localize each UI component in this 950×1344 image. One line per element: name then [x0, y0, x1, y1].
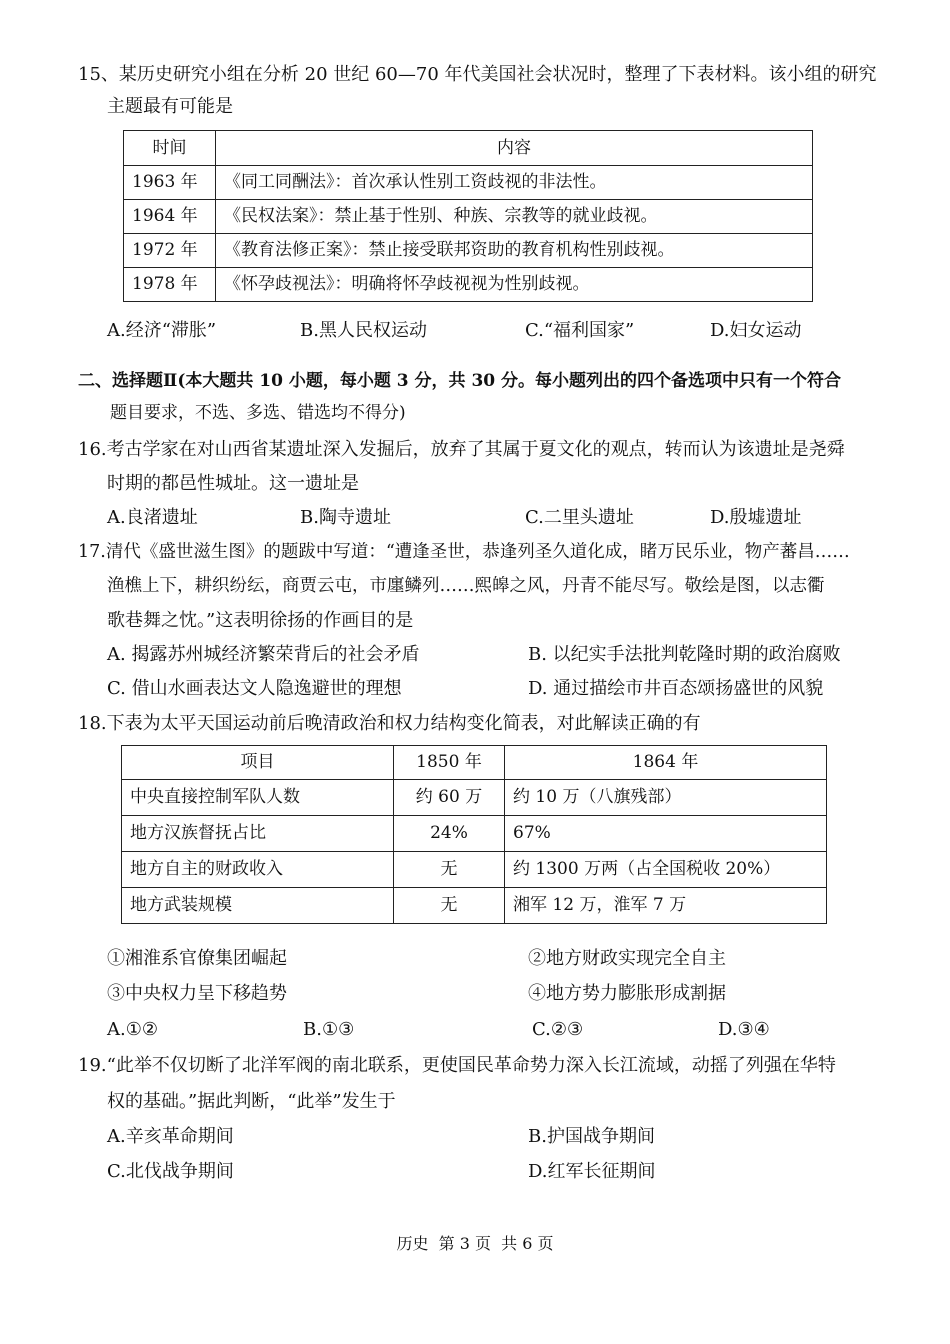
q18-option-a: A.①②	[107, 1019, 158, 1040]
table-row	[124, 268, 813, 302]
q16-option-d: D.殷墟遗址	[710, 507, 802, 528]
table-cell: 无	[394, 888, 505, 924]
table-cell: 无	[394, 852, 505, 888]
table-cell: 地方自主的财政收入	[122, 852, 394, 888]
q19-option-d: D.红军长征期间	[528, 1161, 656, 1182]
q17-option-b: B. 以纪实手法批判乾隆时期的政治腐败	[528, 644, 841, 665]
q18-statement-1: ①湘淮系官僚集团崛起	[107, 948, 287, 969]
table-header-cell: 内容	[216, 131, 813, 166]
q19-stem-line2: 权的基础。”据此判断，“此举”发生于	[107, 1091, 396, 1112]
table-row	[122, 780, 827, 816]
q15-stem-line2: 主题最有可能是	[107, 96, 233, 117]
section2-heading-line2: 题目要求，不选、多选、错选均不得分)	[110, 403, 406, 423]
table-cell: 地方武装规模	[122, 888, 394, 924]
table-cell: 湘军 12 万，淮军 7 万	[505, 888, 827, 924]
q17-stem-line2: 渔樵上下，耕织纷纭，商贾云屯，市廛鳞列……熙皞之风，丹青不能尽写。敬绘是图，以志衢	[107, 576, 825, 596]
q18-option-c: C.②③	[532, 1019, 584, 1040]
table-cell: 24%	[394, 816, 505, 852]
q16-option-c: C.二里头遗址	[525, 507, 634, 528]
q17-option-d: D. 通过描绘市井百态颂扬盛世的风貌	[528, 678, 824, 699]
q19-option-a: A.辛亥革命期间	[107, 1126, 234, 1147]
q15-table	[123, 130, 813, 302]
table-cell: 地方汉族督抚占比	[122, 816, 394, 852]
q18-option-d: D.③④	[718, 1019, 770, 1040]
table-cell: 约 1300 万两（占全国税收 20%）	[505, 852, 827, 888]
q16-option-a: A.良渚遗址	[107, 507, 198, 528]
q19-option-b: B.护国战争期间	[528, 1126, 655, 1147]
q19-stem-line1: 19.“此举不仅切断了北洋军阀的南北联系，更使国民革命势力深入长江流域，动摇了列强在华特	[78, 1055, 836, 1076]
table-header-row	[122, 746, 827, 780]
table-row	[124, 200, 813, 234]
table-row	[122, 852, 827, 888]
q15-option-a: A.经济“滞胀”	[107, 320, 217, 341]
table-cell: 约 60 万	[394, 780, 505, 816]
q15-option-d: D.妇女运动	[710, 320, 802, 341]
table-cell: 1964 年	[124, 200, 216, 234]
table-row	[122, 888, 827, 924]
table-header-cell: 1864 年	[505, 746, 827, 780]
table-row	[122, 816, 827, 852]
q16-stem-line1: 16.考古学家在对山西省某遗址深入发掘后，放弃了其属于夏文化的观点，转而认为该遗址是尧舜	[78, 439, 845, 460]
q17-option-a: A. 揭露苏州城经济繁荣背后的社会矛盾	[107, 644, 420, 665]
table-cell: 《怀孕歧视法》：明确将怀孕歧视视为性别歧视。	[216, 268, 813, 302]
table-cell: 1978 年	[124, 268, 216, 302]
table-row	[124, 234, 813, 268]
q17-stem-line3: 歌巷舞之忱。”这表明徐扬的作画目的是	[107, 610, 414, 631]
table-cell: 1972 年	[124, 234, 216, 268]
table-cell: 1963 年	[124, 166, 216, 200]
q15-option-b: B.黑人民权运动	[300, 320, 427, 341]
q18-option-b: B.①③	[303, 1019, 355, 1040]
table-cell: 67%	[505, 816, 827, 852]
table-cell: 《教育法修正案》：禁止接受联邦资助的教育机构性别歧视。	[216, 234, 813, 268]
q15-option-c: C.“福利国家”	[525, 320, 635, 341]
page-footer: 历史 第 3 页 共 6 页	[396, 1234, 554, 1253]
q18-statement-2: ②地方财政实现完全自主	[528, 948, 726, 969]
section2-heading-line1: 二、选择题Ⅱ(本大题共 10 小题，每小题 3 分，共 30 分。每小题列出的四个备选项中只有一个符合	[78, 371, 842, 391]
table-header-cell: 1850 年	[394, 746, 505, 780]
q17-option-c: C. 借山水画表达文人隐逸避世的理想	[107, 678, 402, 699]
table-header-cell: 项目	[122, 746, 394, 780]
table-row	[124, 166, 813, 200]
q18-stem: 18.下表为太平天国运动前后晚清政治和权力结构变化简表，对此解读正确的有	[78, 713, 701, 734]
q18-statement-3: ③中央权力呈下移趋势	[107, 983, 287, 1004]
q16-option-b: B.陶寺遗址	[300, 507, 391, 528]
table-header-row	[124, 131, 813, 166]
q16-stem-line2: 时期的都邑性城址。这一遗址是	[107, 473, 359, 494]
table-cell: 《同工同酬法》：首次承认性别工资歧视的非法性。	[216, 166, 813, 200]
q17-stem-line1: 17.清代《盛世滋生图》的题跋中写道：“遭逢圣世，恭逢列圣久道化成，睹万民乐业，物产蕃昌……	[78, 542, 850, 562]
q15-stem-line1: 15、某历史研究小组在分析 20 世纪 60—70 年代美国社会状况时，整理了下表材料。该小组的研究	[78, 64, 877, 85]
table-header-cell: 时间	[124, 131, 216, 166]
table-cell: 中央直接控制军队人数	[122, 780, 394, 816]
q18-table	[121, 745, 827, 924]
table-cell: 约 10 万（八旗残部）	[505, 780, 827, 816]
table-cell: 《民权法案》：禁止基于性别、种族、宗教等的就业歧视。	[216, 200, 813, 234]
q19-option-c: C.北伐战争期间	[107, 1161, 234, 1182]
q18-statement-4: ④地方势力膨胀形成割据	[528, 983, 726, 1004]
